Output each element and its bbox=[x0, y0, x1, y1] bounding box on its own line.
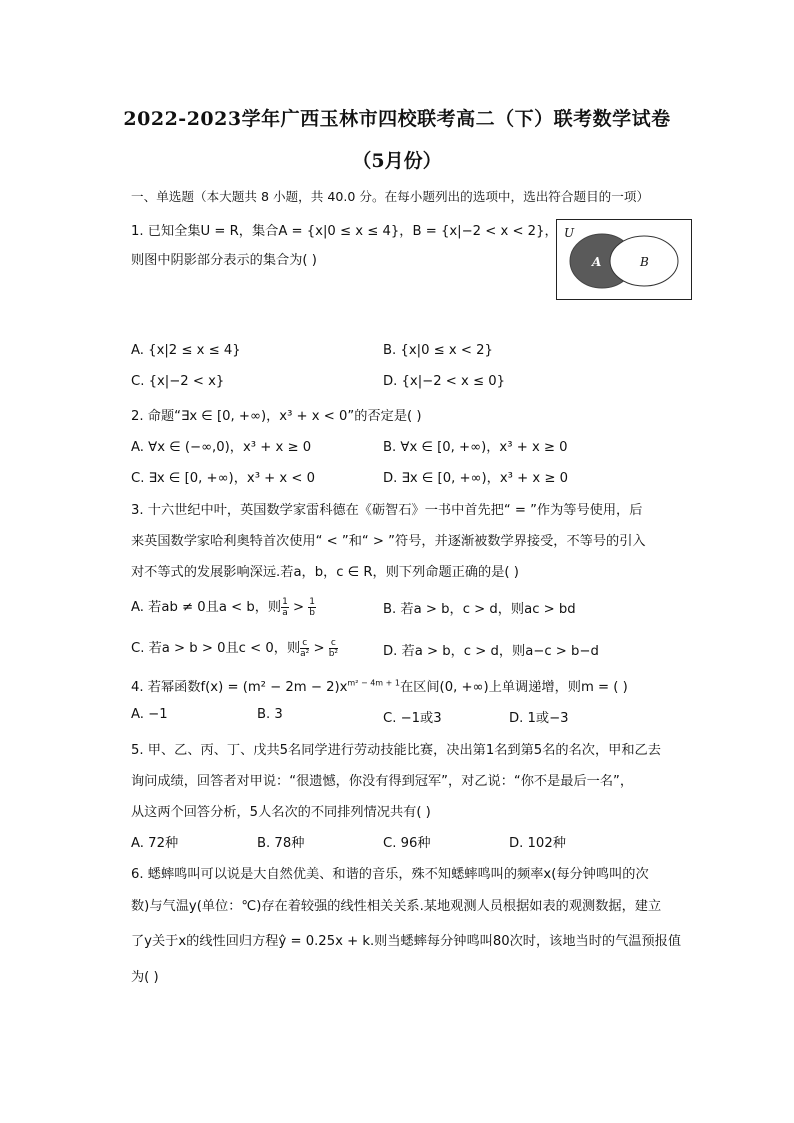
q6-stem-line4: 为( ) bbox=[131, 970, 159, 985]
q6-stem-line1: 6. 蟋蟀鸣叫可以说是大自然优美、和谐的音乐，殊不知蟋蟀鸣叫的频率x(每分钟鸣叫的次 bbox=[131, 867, 649, 882]
q5-option-c: C. 96种 bbox=[383, 836, 431, 851]
q4-option-c: C. −1或3 bbox=[383, 711, 442, 726]
q3-option-c-prefix: C. 若a > b > 0且c < 0，则 bbox=[131, 641, 301, 656]
venn-label-b: B bbox=[640, 255, 649, 269]
q2-option-d: D. ∃x ∈ [0, +∞)，x³ + x ≥ 0 bbox=[383, 471, 568, 486]
q3-option-a: A. 若ab ≠ 0且a < b，则 $\frac{1}{a}$ > $\frac{1}{b}$ bbox=[131, 596, 315, 618]
q3-stem-line1: 3. 十六世纪中叶，英国数学家雷科德在《砺智石》一书中首先把“ = ”作为等号使用，后 bbox=[131, 503, 643, 518]
q2-option-a: A. ∀x ∈ (−∞,0)，x³ + x ≥ 0 bbox=[131, 440, 312, 455]
q1-option-b: B. {x|0 ≤ x < 2} bbox=[383, 343, 493, 358]
q4-option-a: A. −1 bbox=[131, 707, 168, 722]
q4-stem: 4. 若幂函数$f(x) = (m^2 - 2m - 2)x^{m^2 - 4m + 1}$在区间(0, +∞)上单调递增，则m = ( ) bbox=[131, 678, 628, 695]
section-heading: 一、单选题（本大题共 8 小题，共 40.0 分。在每小题列出的选项中，选出符合题目的一项） bbox=[131, 189, 650, 204]
venn-label-u: U bbox=[564, 226, 575, 240]
q3-option-a-prefix: A. 若ab ≠ 0且a < b，则 bbox=[131, 600, 282, 615]
venn-diagram bbox=[556, 219, 692, 300]
exam-subtitle: （5月份） bbox=[352, 150, 442, 172]
q3-option-d: D. 若a > b，c > d，则a−c > b−d bbox=[383, 644, 599, 659]
q5-stem-line2: 询问成绩，回答者对甲说：“很遗憾，你没有得到冠军”，对乙说：“你不是最后一名”， bbox=[131, 774, 634, 789]
q4-option-b: B. 3 bbox=[257, 707, 283, 722]
q1-option-c: C. {x|−2 < x} bbox=[131, 374, 225, 389]
q6-stem-line2: 数)与气温y(单位：℃)存在着较强的线性相关关系.某地观测人员根据如表的观测数据，建立 bbox=[131, 899, 662, 914]
q3-stem-line2: 来英国数学家哈利奥特首次使用“ < ”和“ > ”符号，并逐渐被数学界接受，不等号的引入 bbox=[131, 534, 646, 549]
q1-option-a: A. {x|2 ≤ x ≤ 4} bbox=[131, 343, 241, 358]
q5-stem-line1: 5. 甲、乙、丙、丁、戊共5名同学进行劳动技能比赛，决出第1名到第5名的名次，甲和乙去 bbox=[131, 743, 661, 758]
q6-stem-line3: 了y关于x的线性回归方程ŷ = 0.25x + k.则当蟋蟀每分钟鸣叫80次时，该地当时的气温预报值 bbox=[131, 934, 682, 949]
q1-option-d: D. {x|−2 < x ≤ 0} bbox=[383, 374, 506, 389]
q3-option-a-frac2: $\frac{1}{b}$ bbox=[309, 596, 315, 618]
q5-option-d: D. 102种 bbox=[509, 836, 566, 851]
q5-option-a: A. 72种 bbox=[131, 836, 179, 851]
q4-option-d: D. 1或−3 bbox=[509, 711, 569, 726]
venn-label-a: A bbox=[592, 255, 602, 269]
q2-option-b: B. ∀x ∈ [0, +∞)，x³ + x ≥ 0 bbox=[383, 440, 568, 455]
q1-stem-line2: 则图中阴影部分表示的集合为( ) bbox=[131, 253, 317, 268]
q3-option-a-frac1: $\frac{1}{a}$ bbox=[282, 596, 288, 618]
q5-stem-line3: 从这两个回答分析，5人名次的不同排列情况共有( ) bbox=[131, 805, 431, 820]
q3-option-b: B. 若a > b，c > d，则ac > bd bbox=[383, 602, 576, 617]
q4-exponent: m² − 4m + 1 bbox=[347, 678, 400, 688]
q3-stem-line3: 对不等式的发展影响深远.若a，b，c ∈ R，则下列命题正确的是( ) bbox=[131, 565, 519, 580]
q2-stem: 2. 命题“∃x ∈ [0, +∞)，x³ + x < 0”的否定是( ) bbox=[131, 409, 422, 424]
q3-option-c-frac2: $\frac{c}{\text{b²}}$ bbox=[328, 637, 339, 659]
q3-option-c-frac1: $\frac{c}{\text{a²}}$ bbox=[300, 637, 310, 659]
q1-stem-line1: 1. 已知全集U = R，集合A = {x|0 ≤ x ≤ 4}，B = {x|−2 < x < 2}， bbox=[131, 224, 558, 239]
q3-option-c: C. 若a > b > 0且c < 0，则 $\frac{c}{\text{a²}}$ > $\frac{c}{\text{b²}}$ bbox=[131, 637, 339, 659]
q2-option-c: C. ∃x ∈ [0, +∞)，x³ + x < 0 bbox=[131, 471, 316, 486]
q5-option-b: B. 78种 bbox=[257, 836, 305, 851]
exam-title: 2022-2023学年广西玉林市四校联考高二（下）联考数学试卷 bbox=[123, 108, 671, 130]
